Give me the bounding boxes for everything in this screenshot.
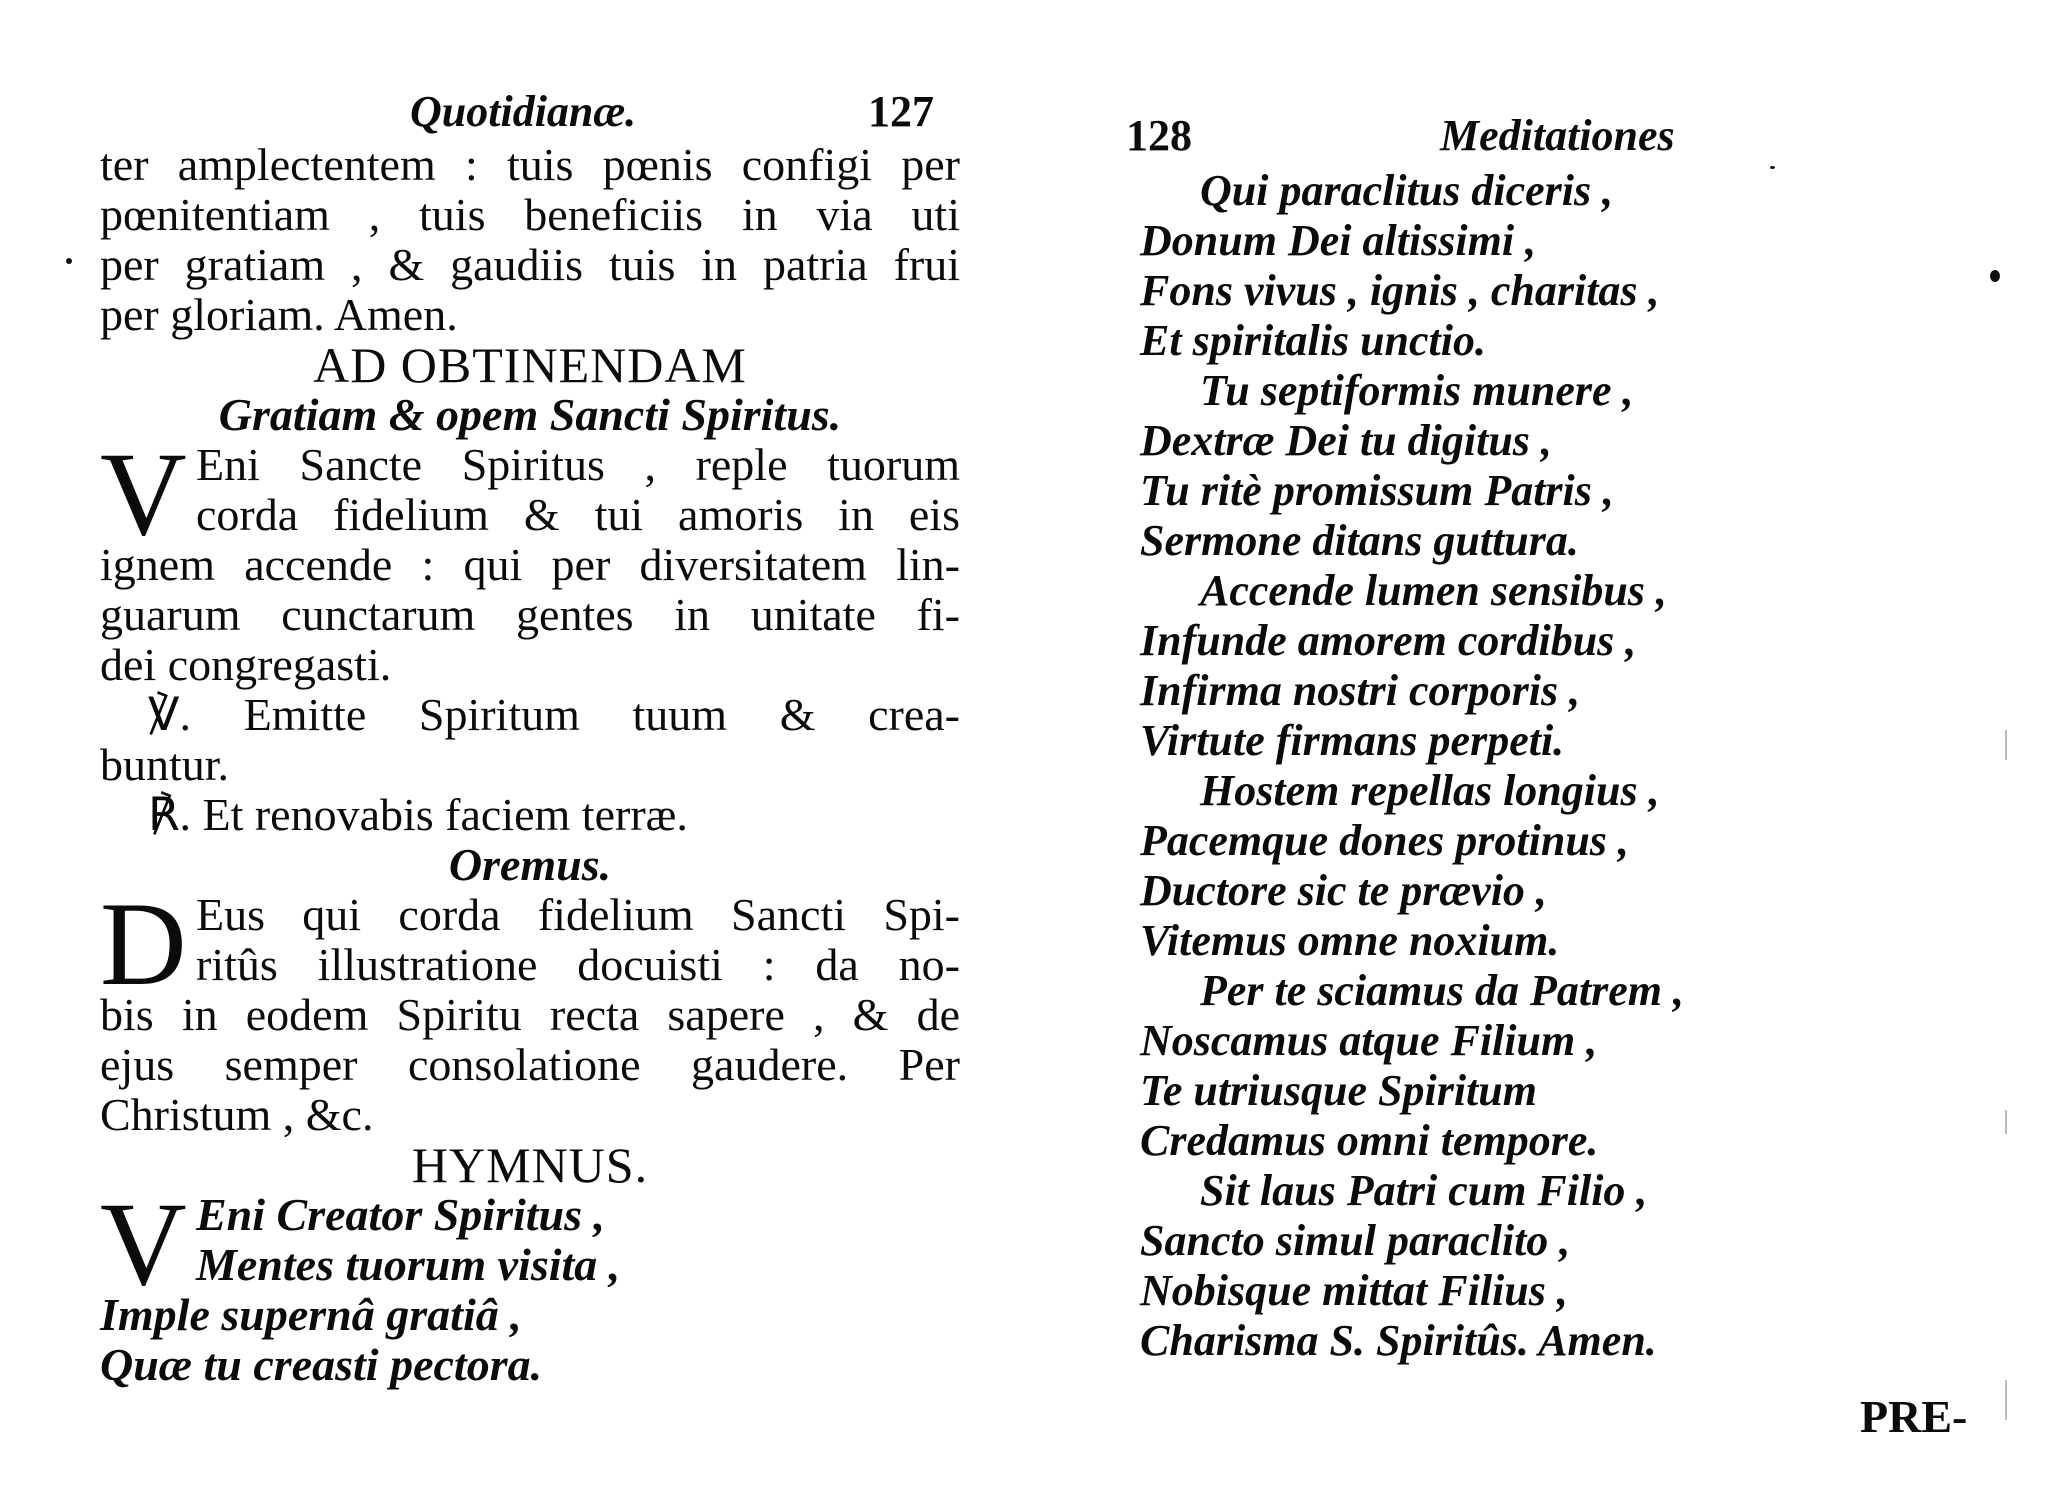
opening-line: ter amplectentem : tuis pœnis configi per (100, 139, 960, 190)
opening-line: per gloriam. Amen. (100, 289, 458, 340)
verse-line: Donum Dei altissimi , (1140, 216, 1537, 265)
edge-mark (2005, 1110, 2007, 1134)
verse-line: Virtute firmans perpeti. (1140, 716, 1565, 765)
edge-mark (2005, 730, 2007, 760)
prayer-line: Eni Sancte Spiritus , reple tuorum (196, 439, 960, 490)
drop-cap: V (100, 427, 187, 560)
verse-line: Fons vivus , ignis , charitas , (1140, 266, 1660, 315)
verse-line: Per te sciamus da Patrem , (1200, 966, 1684, 1015)
edge-mark (2005, 1380, 2007, 1420)
ink-speck (66, 258, 72, 264)
ink-speck (1990, 270, 2000, 282)
catchword: PRE- (1860, 1391, 1968, 1442)
prayer-deus-qui-corda (100, 877, 960, 1140)
verse-line: Te utriusque Spiritum (1140, 1066, 1537, 1115)
verse-line: Sit laus Patri cum Filio , (1200, 1166, 1648, 1215)
drop-cap: D (100, 877, 187, 1010)
hymn-line: Mentes tuorum visita , (196, 1239, 621, 1290)
opening-line: per gratiam , & gaudiis tuis in patria frui (100, 239, 960, 290)
prayer-line: corda fidelium & tui amoris in eis (196, 489, 960, 540)
drop-cap: V (100, 1177, 187, 1310)
hymn-line: Imple supernâ gratiâ , (100, 1289, 522, 1340)
opening-line: pœnitentiam , tuis beneficiis in via uti (100, 189, 960, 240)
verse-line: Qui paraclitus diceris , (1200, 166, 1614, 215)
verse-line: Tu ritè promissum Patris , (1140, 466, 1614, 515)
hymn-opening (100, 1177, 960, 1390)
running-head-right: Meditationes (1440, 111, 1675, 160)
verse-line: Nobisque mittat Filius , (1140, 1266, 1568, 1315)
oremus-heading: Oremus. (448, 839, 612, 890)
page-number-left: 127 (868, 87, 934, 136)
ink-speck (1770, 166, 1775, 169)
section-heading: AD OBTINENDAM (313, 337, 747, 393)
verse-line: Et spiritalis unctio. (1140, 316, 1486, 365)
verse-line: Sancto simul paraclito , (1140, 1216, 1571, 1265)
verse-line: Infirma nostri corporis , (1140, 666, 1581, 715)
hymn-title: HYMNUS. (411, 1137, 649, 1193)
verse-line: Pacemque dones protinus , (1140, 816, 1629, 865)
hymn-line: Quæ tu creasti pectora. (100, 1339, 543, 1390)
verse-line: Infunde amorem cordibus , (1140, 616, 1637, 665)
prayer-veni-sancte (100, 427, 960, 690)
verse-line: Tu septiformis munere , (1200, 366, 1634, 415)
hymn-line: Eni Creator Spiritus , (196, 1189, 606, 1240)
versicle: ℣. Emitte Spiritum tuum & crea- (148, 689, 960, 740)
verse-line: Credamus omni tempore. (1140, 1116, 1599, 1165)
hymn-stanzas (1140, 166, 1860, 1366)
left-text-block (100, 140, 960, 1390)
response: ℟. Et renovabis faciem terræ. (148, 789, 688, 840)
prayer-line: bis in eodem Spiritu recta sapere , & de (100, 989, 960, 1040)
section-subheading: Gratiam & opem Sancti Spiritus. (218, 389, 842, 440)
prayer-line: ignem accende : qui per diversitatem lin- (100, 539, 960, 590)
prayer-line: guarum cunctarum gentes in unitate fi- (100, 589, 960, 640)
verse-line: Charisma S. Spiritûs. Amen. (1140, 1316, 1657, 1365)
verse-line: Dextræ Dei tu digitus , (1140, 416, 1552, 465)
right-page (1030, 0, 2060, 1500)
verse-line: Accende lumen sensibus , (1200, 566, 1667, 615)
running-head-left: Quotidianæ. (410, 87, 637, 136)
verse-line: Ductore sic te prævio , (1140, 866, 1547, 915)
prayer-line: ejus semper consolatione gaudere. Per (100, 1039, 960, 1090)
prayer-line: Christum , &c. (100, 1089, 374, 1140)
verse-line: Hostem repellas longius , (1200, 766, 1660, 815)
verse-line: Vitemus omne noxium. (1140, 916, 1560, 965)
verse-line: Noscamus atque Filium , (1140, 1016, 1598, 1065)
prayer-line: ritûs illustratione docuisti : da no- (196, 939, 960, 990)
page-number-right: 128 (1126, 111, 1192, 160)
versicle-continuation: buntur. (100, 739, 230, 790)
prayer-line: dei congregasti. (100, 639, 392, 690)
verse-line: Sermone ditans guttura. (1140, 516, 1579, 565)
prayer-line: Eus qui corda fidelium Sancti Spi- (196, 889, 960, 940)
